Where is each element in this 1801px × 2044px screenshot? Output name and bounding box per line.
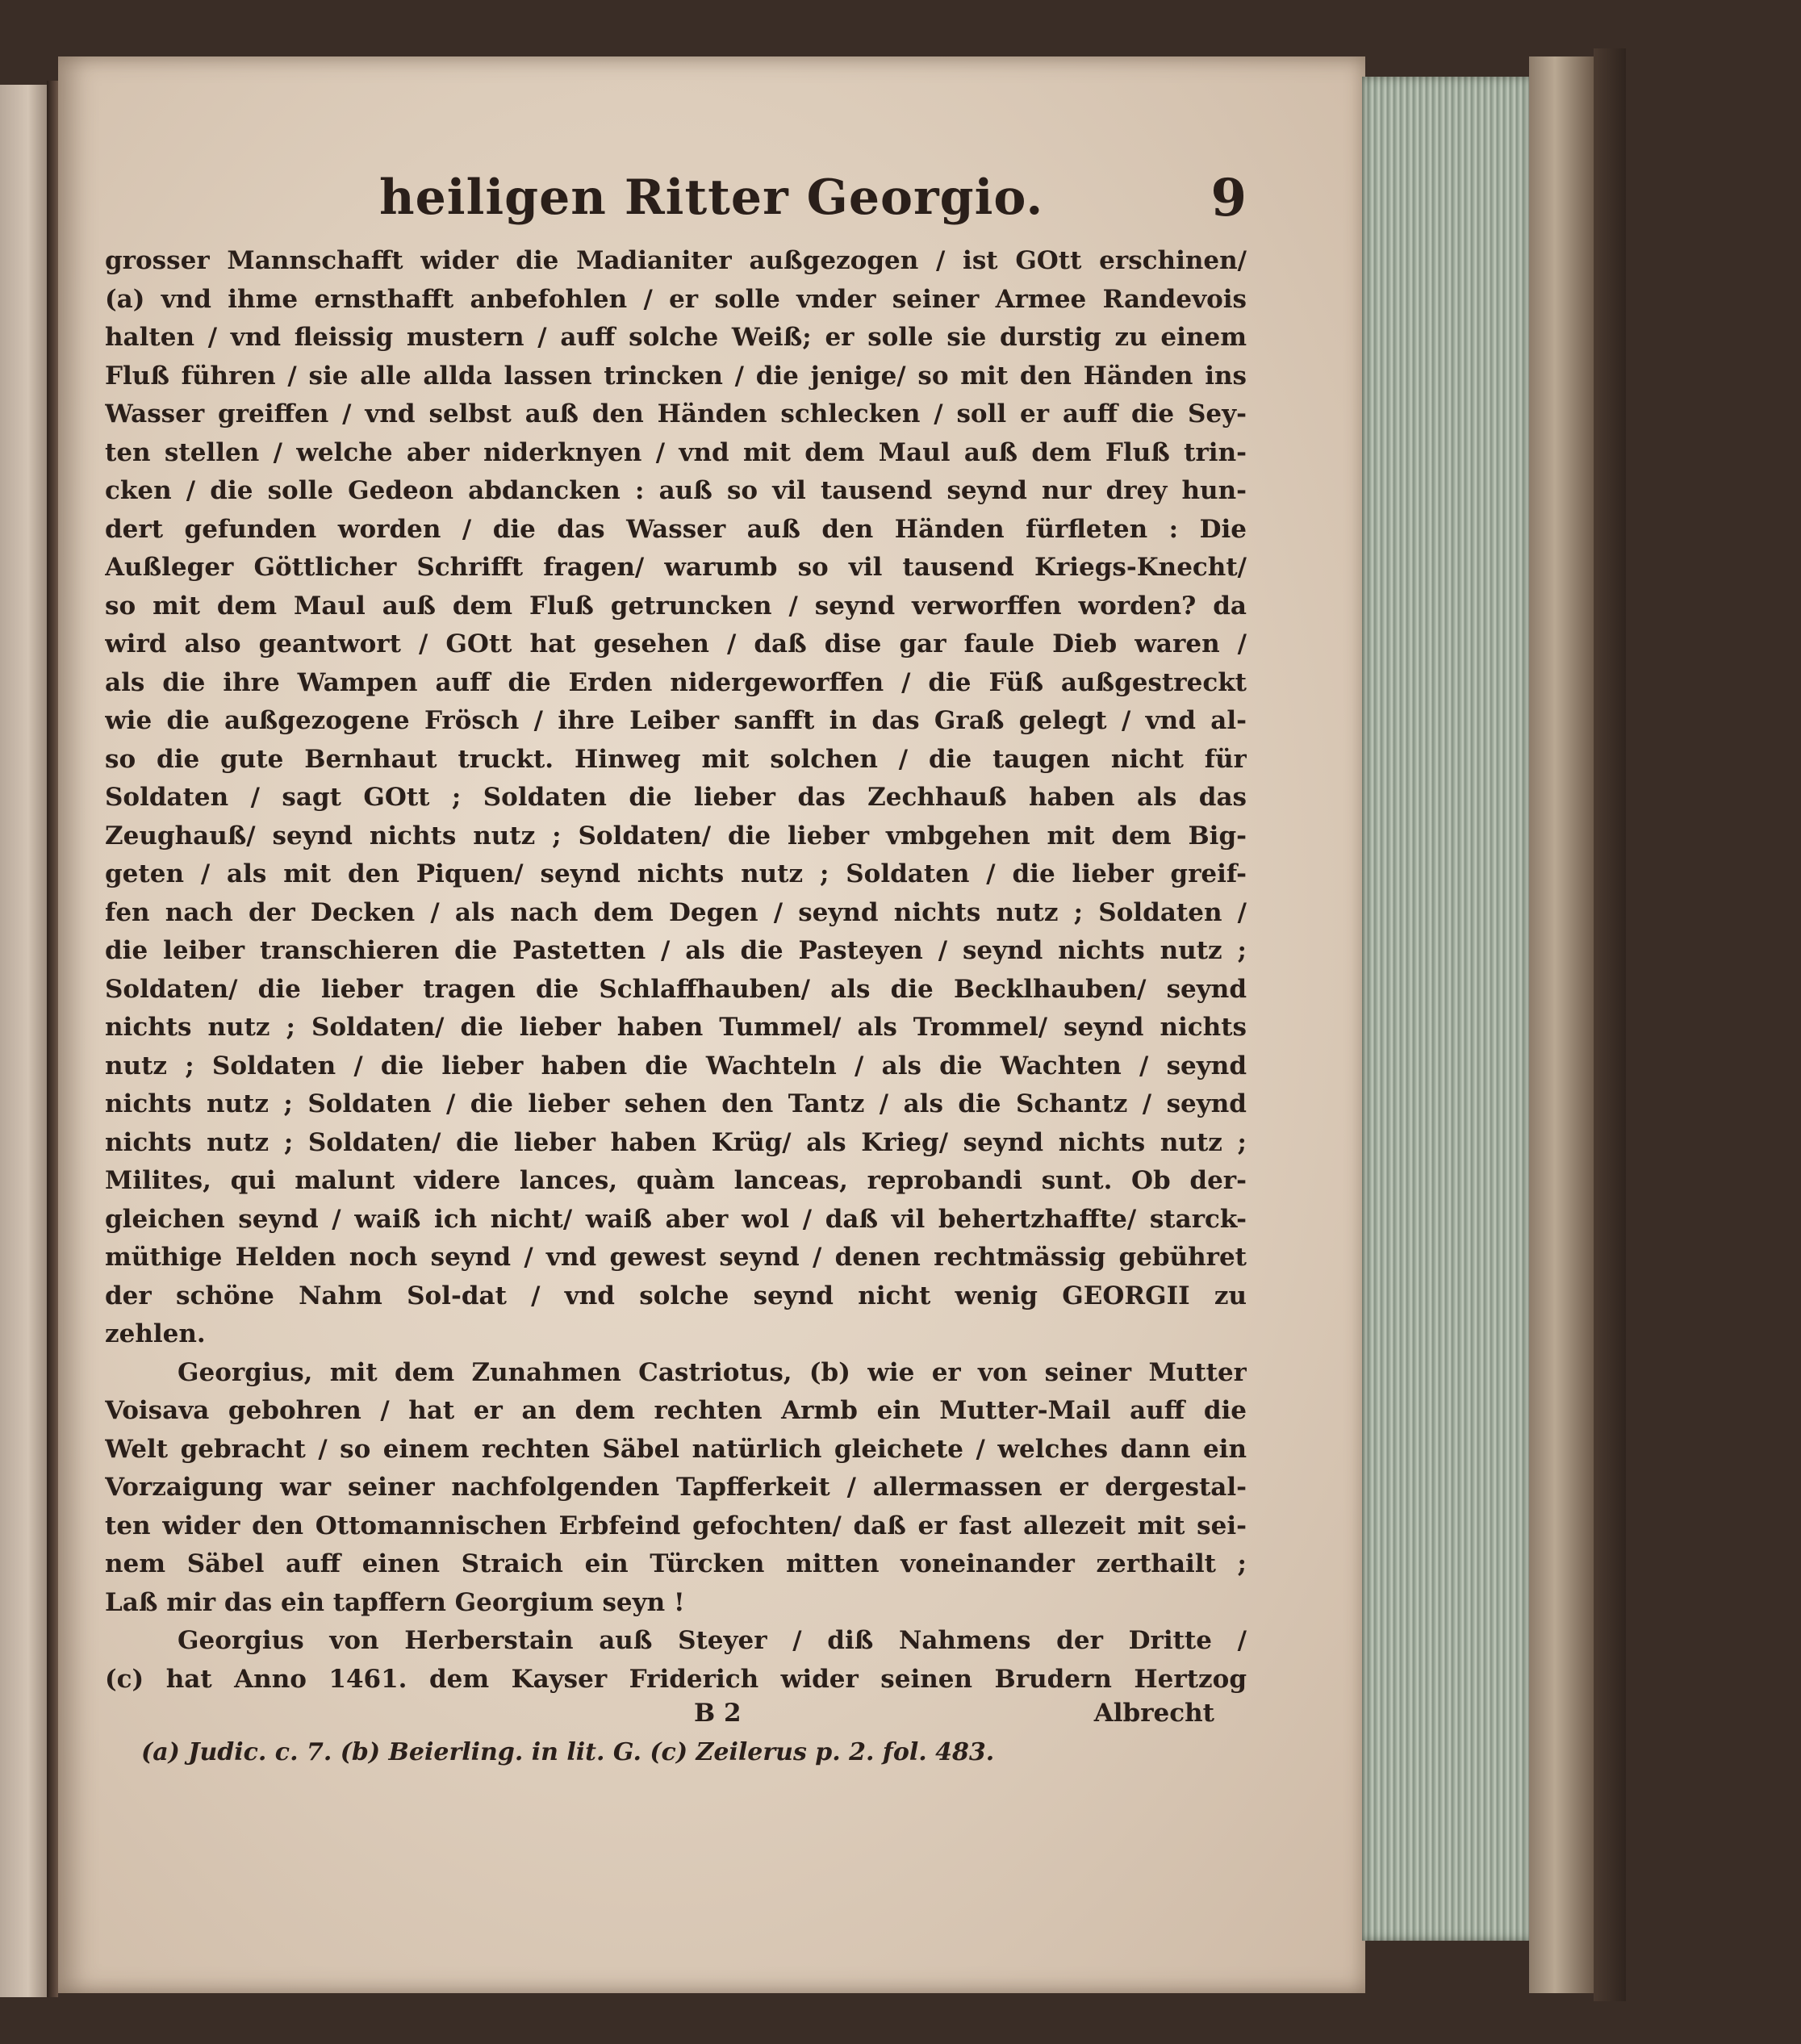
text-line: halten / vnd fleissig mustern / auff solche Weiß; er solle sie durstig zu einem: [105, 323, 1247, 352]
catchword: Albrecht: [1093, 1699, 1214, 1728]
text-line: (c) hat Anno 1461. dem Kayser Friderich wider seinen Brudern Hertzog: [105, 1664, 1247, 1694]
text-line: Wasser greiffen / vnd selbst auß den Händen schlecken / soll er auff die Sey-: [105, 399, 1247, 428]
page-header: [105, 169, 1247, 242]
text-line: der schöne Nahm Sol-dat / vnd solche seynd nicht wenig GEORGII zu: [105, 1281, 1247, 1310]
text-line: Fluß führen / sie alle allda lassen trincken / die jenige/ so mit den Händen ins: [105, 361, 1247, 391]
text-line: nichts nutz ; Soldaten/ die lieber haben Krüg/ als Krieg/ seynd nichts nutz ;: [105, 1127, 1247, 1157]
text-line: nutz ; Soldaten / die lieber haben die Wachteln / als die Wachten / seynd: [105, 1051, 1247, 1081]
text-line: müthige Helden noch seynd / vnd gewest seynd / denen rechtmässig gebühret: [105, 1243, 1247, 1272]
page-block-edges: [1362, 77, 1531, 1941]
text-line: Zeughauß/ seynd nichts nutz ; Soldaten/ die lieber vmbgehen mit dem Big-: [105, 821, 1247, 851]
text-line: (a) vnd ihme ernsthafft anbefohlen / er solle vnder seiner Armee Randevois: [105, 284, 1247, 314]
text-line: so mit dem Maul auß dem Fluß getruncken / seynd verworffen worden? da: [105, 591, 1247, 621]
text-line: die leiber transchieren die Pastetten / als die Pasteyen / seynd nichts nutz ;: [105, 936, 1247, 965]
page-number: 9: [1210, 168, 1247, 228]
text-line: cken / die solle Gedeon abdancken : auß so vil tausend seynd nur drey hun-: [105, 476, 1247, 505]
text-line: Außleger Göttlicher Schrifft fragen/ warumb so vil tausend Kriegs-Knecht/: [105, 553, 1247, 582]
text-line: dert gefunden worden / die das Wasser auß den Händen fürfleten : Die: [105, 514, 1247, 544]
text-line: grosser Mannschafft wider die Madianiter außgezogen / ist GOtt erschinen/: [105, 246, 1247, 275]
text-line: so die gute Bernhaut truckt. Hinweg mit solchen / die taugen nicht für: [105, 744, 1247, 774]
text-line: Welt gebracht / so einem rechten Säbel natürlich gleichete / welches dann ein: [105, 1434, 1247, 1464]
text-line: gleichen seynd / waiß ich nicht/ waiß aber wol / daß vil behertzhaffte/ starck-: [105, 1204, 1247, 1234]
cover-shadow: [1594, 48, 1626, 2001]
footnotes: (a) Judic. c. 7. (b) Beierling. in lit. G. (c) Zeilerus p. 2. fol. 483.: [141, 1738, 995, 1766]
signature-row: [105, 1699, 1247, 1734]
paragraph-start: Georgius von Herberstain auß Steyer / diß Nahmens der Dritte /: [178, 1626, 1247, 1655]
text-line: nem Säbel auff einen Straich ein Türcken mitten voneinander zerthailt ;: [105, 1549, 1247, 1578]
paragraph-start: Georgius, mit dem Zunahmen Castriotus, (b) wie er von seiner Mutter: [178, 1357, 1247, 1387]
body-text: [105, 242, 1247, 1699]
text-line: als die ihre Wampen auff die Erden nidergeworffen / die Füß außgestreckt: [105, 667, 1247, 697]
text-line: Soldaten / sagt GOtt ; Soldaten die lieber das Zechhauß haben als das: [105, 783, 1247, 812]
text-line: geten / als mit den Piquen/ seynd nichts nutz ; Soldaten / die lieber greif-: [105, 859, 1247, 888]
text-line: nichts nutz ; Soldaten/ die lieber haben Tummel/ als Trommel/ seynd nichts: [105, 1013, 1247, 1042]
text-line: wie die außgezogene Frösch / ihre Leiber sanfft in das Graß gelegt / vnd al-: [105, 706, 1247, 735]
text-line: nichts nutz ; Soldaten / die lieber sehen den Tantz / als die Schantz / seynd: [105, 1089, 1247, 1118]
text-line: ten wider den Ottomannischen Erbfeind gefochten/ daß er fast allezeit mit sei-: [105, 1511, 1247, 1540]
text-line: ten stellen / welche aber niderknyen / vnd mit dem Maul auß dem Fluß trin-: [105, 437, 1247, 467]
text-line: Milites, qui malunt videre lances, quàm lanceas, reprobandi sunt. Ob der-: [105, 1166, 1247, 1195]
running-title: heiligen Ritter Georgio.: [379, 169, 1044, 226]
text-line: wird also geantwort / GOtt hat gesehen / daß dise gar faule Dieb waren /: [105, 629, 1247, 658]
book-gutter: [47, 81, 58, 1997]
text-line: fen nach der Decken / als nach dem Degen / seynd nichts nutz ; Soldaten /: [105, 897, 1247, 927]
text-line: Laß mir das ein tapffern Georgium seyn !: [105, 1587, 685, 1617]
text-line: Soldaten/ die lieber tragen die Schlaffhauben/ als die Becklhauben/ seynd: [105, 974, 1247, 1004]
text-line: Vorzaigung war seiner nachfolgenden Tapfferkeit / allermassen er dergestal-: [105, 1473, 1247, 1502]
text-block: [105, 169, 1247, 1771]
signature-mark: B 2: [694, 1699, 742, 1728]
text-line: Voisava gebohren / hat er an dem rechten Armb ein Mutter-Mail auff die: [105, 1396, 1247, 1425]
left-page-edge: [0, 85, 47, 1997]
text-line: zehlen.: [105, 1319, 206, 1348]
cover-edge: [1529, 56, 1594, 1993]
